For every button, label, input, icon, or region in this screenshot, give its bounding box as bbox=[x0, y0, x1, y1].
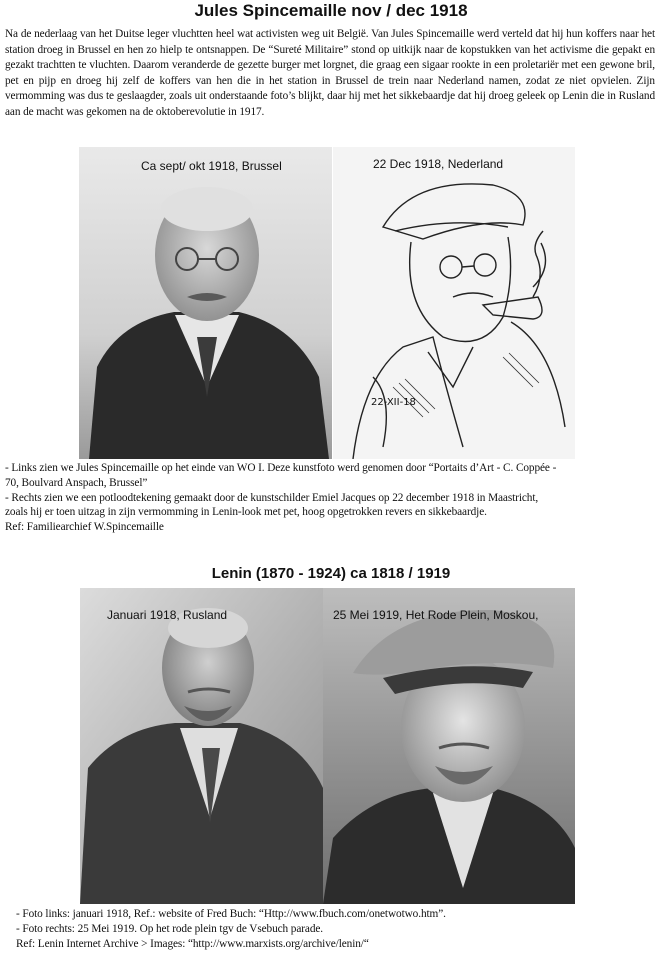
photo-label: 22 Dec 1918, Nederland bbox=[373, 157, 504, 171]
section-title-spincemaille: Jules Spincemaille nov / dec 1918 bbox=[194, 1, 468, 20]
photo-lenin-mei-1919 bbox=[323, 588, 575, 904]
photo-spincemaille-brussel bbox=[79, 147, 332, 459]
sketch-date-inscription: 22-XII-18 bbox=[371, 397, 416, 408]
caption-line: - Links zien we Jules Spincemaille op het einde van WO I. Deze kunstfoto werd genomen door “Portaits d’Art - C. Coppée - bbox=[5, 462, 557, 474]
caption-line: - Foto rechts: 25 Mei 1919. Op het rode plein tgv de Vsebuch parade. bbox=[16, 922, 324, 935]
caption-line: - Rechts zien we een potloodtekening gemaakt door de kunstschilder Emiel Jacques op 22 december 1918 in Maastricht, bbox=[5, 491, 539, 504]
pencil-sketch-image bbox=[333, 147, 575, 459]
caption-section2 bbox=[16, 907, 656, 951]
caption-line: Ref: Familiearchief W.Spincemaille bbox=[5, 521, 164, 534]
photo-label: Januari 1918, Rusland bbox=[107, 608, 228, 622]
caption-line: Ref: Lenin Internet Archive > Images: “http://www.marxists.org/archive/lenin/“ bbox=[16, 937, 369, 950]
lenin-photo-right-image bbox=[323, 588, 575, 904]
lenin-photo-left-image bbox=[80, 588, 323, 904]
caption-line: 70, Boulvard Anspach, Brussel” bbox=[5, 476, 148, 489]
photo-label: 25 Mei 1919, Het Rode Plein, Moskou, bbox=[333, 608, 539, 622]
photo-lenin-januari-1918 bbox=[80, 588, 323, 904]
portrait-photo-image bbox=[79, 147, 332, 459]
photo-label: Ca sept/ okt 1918, Brussel bbox=[141, 159, 282, 173]
section-title-lenin: Lenin (1870 - 1924) ca 1818 / 1919 bbox=[211, 565, 451, 582]
caption-line: zoals hij er toen uitzag in zijn vermomming in Lenin-look met pet, hoog opgetrokken revers en sikkebaardje. bbox=[5, 506, 487, 519]
caption-line: - Foto links: januari 1918, Ref.: website of Fred Buch: “Http://www.fbuch.com/onetwotwo.htm”. bbox=[16, 908, 446, 920]
intro-paragraph: Na de nederlaag van het Duitse leger vluchtten heel wat activisten weg uit België. Van Jules Spincemaille werd verteld dat hij hun koffers naar het station droeg in Brussel en hen zo hielp te ontsnappen. De “Sureté Militaire” stond op uitkijk naar de kopstukken van het activisme die gepakt en gezakt trachtten te vluchten. Daarom veranderde de gezette burger met lorgnet, die graag een sigaar rookte in een proletariër met een gewone bril, pet en pijp en droeg hij zelf de koffers van hen die in het station in Brussel de trein naar Nederland namen, zodat ze niet opvielen. Zijn vermomming was dus te geslaagder, zoals uit onderstaande foto’s blijkt, daar hij met het sikkebaardje dat hij droeg geleek op Lenin die in Rusland aan de macht was gekomen na de oktoberevolutie in 1917. bbox=[5, 28, 655, 118]
sketch-spincemaille-nederland bbox=[333, 147, 575, 459]
caption-section1 bbox=[5, 461, 657, 535]
